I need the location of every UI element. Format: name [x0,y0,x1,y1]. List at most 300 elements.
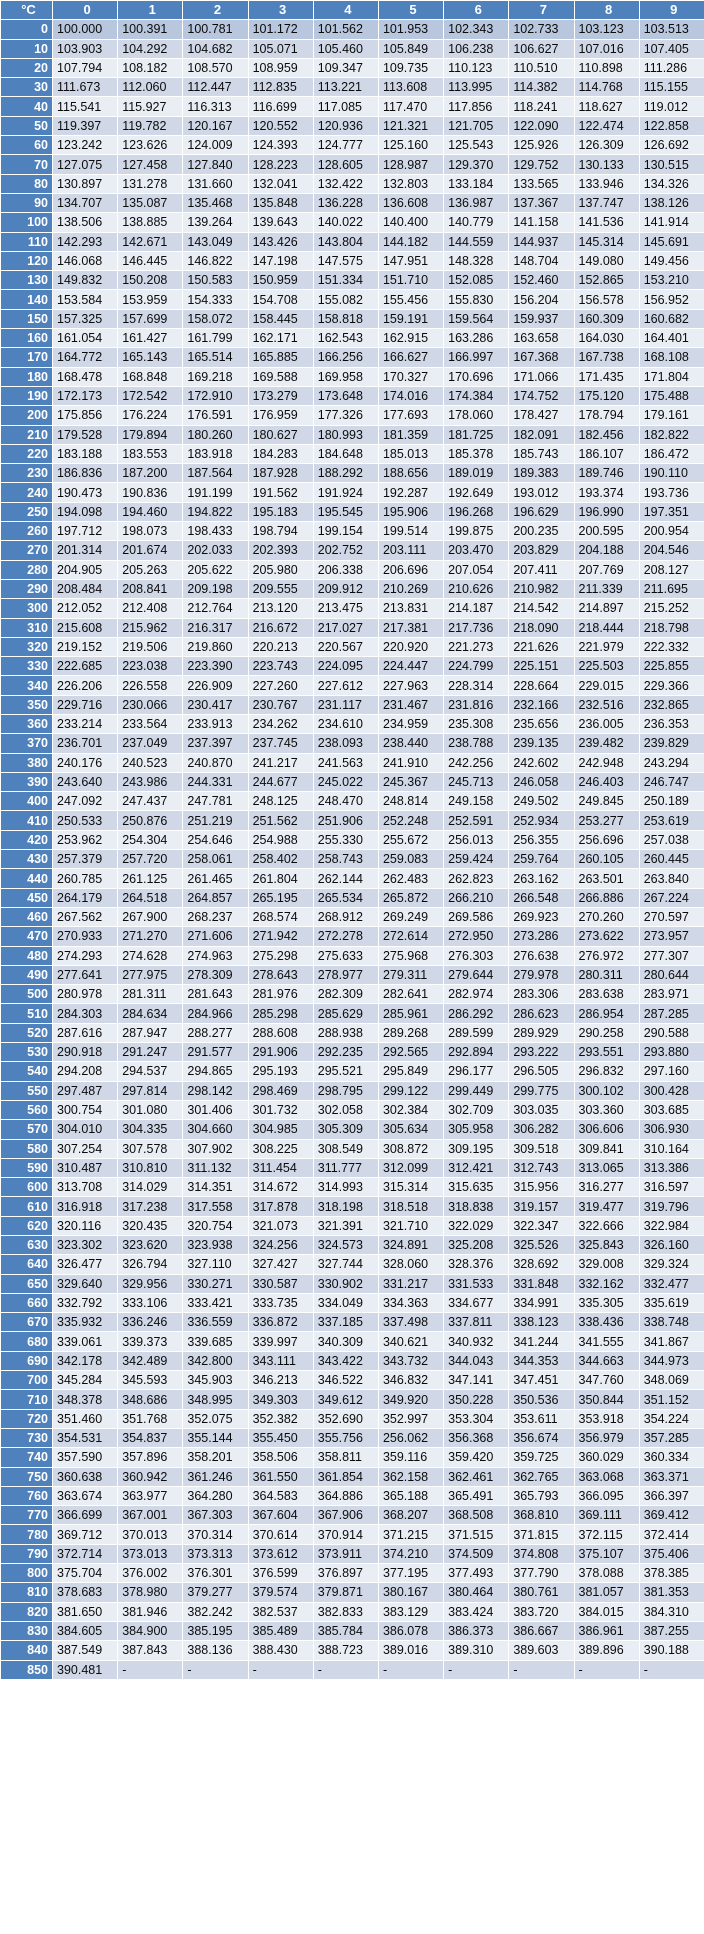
table-row [1,792,704,811]
table-cell: 239.135 [509,734,574,753]
table-cell: 239.829 [639,734,704,753]
table-row [1,1332,704,1351]
table-row [1,406,704,425]
table-cell: 141.536 [574,213,639,232]
table-cell: 271.942 [248,927,313,946]
table-cell: 385.784 [313,1621,378,1640]
table-cell: 172.910 [183,386,248,405]
table-cell: 373.612 [248,1544,313,1563]
table-cell: 166.256 [313,348,378,367]
row-header-cell: 260 [1,522,53,541]
row-header-cell: 520 [1,1023,53,1042]
table-cell: 264.179 [53,888,118,907]
table-row [1,155,704,174]
table-row [1,1081,704,1100]
table-cell: 368.207 [378,1506,443,1525]
row-header-cell: 370 [1,734,53,753]
table-cell: 220.213 [248,637,313,656]
table-row [1,116,704,135]
table-cell: 370.614 [248,1525,313,1544]
row-header-cell: 600 [1,1178,53,1197]
table-cell: 281.311 [118,985,183,1004]
table-cell: 354.224 [639,1409,704,1428]
table-cell: 334.991 [509,1293,574,1312]
row-header-cell: 730 [1,1428,53,1447]
table-cell: 388.723 [313,1641,378,1660]
table-cell: 229.015 [574,676,639,695]
table-cell: 186.107 [574,444,639,463]
table-cell: 275.298 [248,946,313,965]
table-cell: 135.468 [183,193,248,212]
table-cell: 282.974 [444,985,509,1004]
table-cell: 379.574 [248,1583,313,1602]
table-cell: 296.177 [444,1062,509,1081]
table-cell: 261.804 [248,869,313,888]
table-cell: 389.603 [509,1641,574,1660]
table-cell: 335.619 [639,1293,704,1312]
table-cell: 233.913 [183,714,248,733]
table-cell: 226.206 [53,676,118,695]
table-cell: 137.747 [574,193,639,212]
table-row [1,444,704,463]
table-cell: 217.027 [313,618,378,637]
table-cell: 227.260 [248,676,313,695]
table-cell: 331.848 [509,1274,574,1293]
table-cell: 377.790 [509,1564,574,1583]
table-cell: 108.959 [248,58,313,77]
table-cell: 346.213 [248,1371,313,1390]
table-cell: 151.710 [378,271,443,290]
table-cell: 100.000 [53,20,118,39]
table-cell: 386.373 [444,1621,509,1640]
table-cell: 325.208 [444,1236,509,1255]
table-cell: 332.477 [639,1274,704,1293]
table-cell: 272.278 [313,927,378,946]
row-header-cell: 340 [1,676,53,695]
table-cell: 298.142 [183,1081,248,1100]
table-cell: 143.426 [248,232,313,251]
table-cell: 206.696 [378,560,443,579]
table-cell: 310.810 [118,1158,183,1177]
table-cell: 203.829 [509,541,574,560]
table-cell: 238.093 [313,734,378,753]
table-cell: 389.896 [574,1641,639,1660]
table-cell: 154.708 [248,290,313,309]
table-cell: 204.546 [639,541,704,560]
table-cell: 292.235 [313,1043,378,1062]
table-cell: 102.343 [444,20,509,39]
row-header-cell: 710 [1,1390,53,1409]
table-row [1,58,704,77]
table-cell: 224.799 [444,657,509,676]
table-cell: 171.804 [639,367,704,386]
table-cell: 351.152 [639,1390,704,1409]
row-header-cell: 90 [1,193,53,212]
table-cell: 204.188 [574,541,639,560]
row-header-cell: 390 [1,772,53,791]
table-cell: 270.597 [639,907,704,926]
table-row [1,1371,704,1390]
table-cell: 294.865 [183,1062,248,1081]
table-cell: 137.367 [509,193,574,212]
header-cell: 1 [118,1,183,20]
table-cell: 207.411 [509,560,574,579]
table-cell: 113.221 [313,78,378,97]
row-header-cell: 180 [1,367,53,386]
table-cell: 185.743 [509,444,574,463]
table-cell: 261.465 [183,869,248,888]
table-cell: 359.725 [509,1448,574,1467]
table-cell: 253.277 [574,811,639,830]
table-cell: 256.355 [509,830,574,849]
table-cell: 126.309 [574,136,639,155]
header-cell: 5 [378,1,443,20]
row-header-cell: 0 [1,20,53,39]
table-cell: 241.563 [313,753,378,772]
table-cell: 113.995 [444,78,509,97]
row-header-cell: 440 [1,869,53,888]
header-cell: 9 [639,1,704,20]
table-cell: 338.436 [574,1313,639,1332]
table-row [1,251,704,270]
table-row [1,1621,704,1640]
table-cell: 379.871 [313,1583,378,1602]
table-cell: 291.577 [183,1043,248,1062]
table-cell: 312.421 [444,1158,509,1177]
table-cell: 267.562 [53,907,118,926]
table-cell: 274.628 [118,946,183,965]
table-cell: 173.279 [248,386,313,405]
table-cell: 329.956 [118,1274,183,1293]
table-cell: 199.154 [313,522,378,541]
table-cell: 369.412 [639,1506,704,1525]
table-row [1,734,704,753]
row-header-cell: 400 [1,792,53,811]
table-cell: 376.897 [313,1564,378,1583]
table-cell: 281.976 [248,985,313,1004]
table-cell: 209.912 [313,579,378,598]
table-cell: 183.188 [53,444,118,463]
table-cell: 215.608 [53,618,118,637]
table-row [1,1023,704,1042]
table-cell: 257.038 [639,830,704,849]
table-cell: 210.982 [509,579,574,598]
row-header-cell: 700 [1,1371,53,1390]
table-cell: 156.578 [574,290,639,309]
table-cell: 217.736 [444,618,509,637]
table-cell: 133.946 [574,174,639,193]
table-cell: 155.456 [378,290,443,309]
table-cell: 385.195 [183,1621,248,1640]
table-cell: 278.309 [183,965,248,984]
table-cell: 103.903 [53,39,118,58]
table-cell: 242.602 [509,753,574,772]
table-cell: 267.224 [639,888,704,907]
table-cell: 248.125 [248,792,313,811]
table-cell: 230.066 [118,695,183,714]
row-header-cell: 330 [1,657,53,676]
table-row [1,907,704,926]
table-cell: 216.317 [183,618,248,637]
table-cell: 313.708 [53,1178,118,1197]
row-header-cell: 770 [1,1506,53,1525]
table-cell: 323.302 [53,1236,118,1255]
table-cell: 185.013 [378,444,443,463]
table-cell: 208.484 [53,579,118,598]
table-cell: 312.743 [509,1158,574,1177]
table-cell: 187.200 [118,464,183,483]
table-cell: 169.588 [248,367,313,386]
table-row [1,850,704,869]
table-cell: 287.616 [53,1023,118,1042]
table-cell: 373.911 [313,1544,378,1563]
table-cell: 300.428 [639,1081,704,1100]
row-header-cell: 130 [1,271,53,290]
row-header-cell: 660 [1,1293,53,1312]
table-cell: 389.016 [378,1641,443,1660]
table-cell: 336.872 [248,1313,313,1332]
table-cell: 301.080 [118,1100,183,1119]
table-cell: 339.997 [248,1332,313,1351]
table-cell: 311.132 [183,1158,248,1177]
table-cell: 350.228 [444,1390,509,1409]
table-cell: 203.111 [378,541,443,560]
table-cell: 110.510 [509,58,574,77]
row-header-cell: 690 [1,1351,53,1370]
table-cell: 293.551 [574,1043,639,1062]
table-cell: 199.514 [378,522,443,541]
table-cell: 133.565 [509,174,574,193]
table-cell: 208.127 [639,560,704,579]
table-cell: 182.456 [574,425,639,444]
table-cell: 204.905 [53,560,118,579]
table-cell: 360.334 [639,1448,704,1467]
table-cell: 249.845 [574,792,639,811]
table-cell: 143.049 [183,232,248,251]
row-header-cell: 760 [1,1486,53,1505]
table-cell: 306.282 [509,1120,574,1139]
table-cell: 263.162 [509,869,574,888]
table-cell: 139.643 [248,213,313,232]
header-cell: 7 [509,1,574,20]
table-cell: 159.937 [509,309,574,328]
table-cell: 239.482 [574,734,639,753]
table-cell: 117.085 [313,97,378,116]
table-cell: 314.029 [118,1178,183,1197]
table-cell: 153.959 [118,290,183,309]
table-cell: 147.198 [248,251,313,270]
table-cell: 319.477 [574,1197,639,1216]
table-cell: 221.273 [444,637,509,656]
table-header [1,1,704,20]
header-cell: 4 [313,1,378,20]
table-cell: 337.498 [378,1313,443,1332]
table-cell: 218.444 [574,618,639,637]
table-cell: 316.597 [639,1178,704,1197]
table-cell: 152.085 [444,271,509,290]
table-cell: 298.795 [313,1081,378,1100]
table-cell: 312.099 [378,1158,443,1177]
table-cell: 125.926 [509,136,574,155]
table-cell: 347.760 [574,1371,639,1390]
row-header-cell: 810 [1,1583,53,1602]
table-cell: 212.408 [118,599,183,618]
table-cell: 175.856 [53,406,118,425]
table-cell: 258.743 [313,850,378,869]
table-cell: 191.199 [183,483,248,502]
table-cell: 363.371 [639,1467,704,1486]
table-cell: 127.840 [183,155,248,174]
table-row [1,1428,704,1447]
table-cell: 160.309 [574,309,639,328]
table-cell: 275.968 [378,946,443,965]
table-cell: 113.608 [378,78,443,97]
table-cell: 249.158 [444,792,509,811]
row-header-cell: 290 [1,579,53,598]
table-cell: 175.488 [639,386,704,405]
table-cell: 366.699 [53,1506,118,1525]
table-cell: 311.454 [248,1158,313,1177]
table-cell: 130.515 [639,155,704,174]
table-cell: 163.658 [509,329,574,348]
table-cell: 234.959 [378,714,443,733]
table-cell: 259.424 [444,850,509,869]
table-cell: 360.029 [574,1448,639,1467]
table-cell: 167.368 [509,348,574,367]
table-cell: 300.754 [53,1100,118,1119]
table-row [1,1486,704,1505]
table-cell: 390.481 [53,1660,118,1679]
table-cell: 327.427 [248,1255,313,1274]
table-row [1,271,704,290]
header-cell: 8 [574,1,639,20]
table-cell: 247.781 [183,792,248,811]
table-cell: 350.844 [574,1390,639,1409]
table-cell: 161.054 [53,329,118,348]
row-header-cell: 830 [1,1621,53,1640]
table-cell: 381.353 [639,1583,704,1602]
table-row [1,213,704,232]
table-cell: 230.767 [248,695,313,714]
table-cell: 243.640 [53,772,118,791]
table-row [1,367,704,386]
table-row [1,1641,704,1660]
table-cell: 282.309 [313,985,378,1004]
table-cell: 138.506 [53,213,118,232]
table-cell: 117.856 [444,97,509,116]
table-cell: - [118,1660,183,1679]
row-header-cell: 500 [1,985,53,1004]
table-row [1,869,704,888]
table-cell: 213.475 [313,599,378,618]
table-cell: 230.417 [183,695,248,714]
table-cell: 193.012 [509,483,574,502]
table-cell: 107.405 [639,39,704,58]
table-cell: 286.954 [574,1004,639,1023]
table-cell: 299.449 [444,1081,509,1100]
table-cell: 181.725 [444,425,509,444]
table-cell: 293.222 [509,1043,574,1062]
table-cell: - [444,1660,509,1679]
table-cell: 280.644 [639,965,704,984]
table-cell: 269.923 [509,907,574,926]
row-header-cell: 30 [1,78,53,97]
table-cell: 219.506 [118,637,183,656]
table-cell: 211.339 [574,579,639,598]
table-cell: 178.427 [509,406,574,425]
table-cell: 198.794 [248,522,313,541]
table-cell: 110.123 [444,58,509,77]
table-cell: 371.815 [509,1525,574,1544]
table-cell: 345.284 [53,1371,118,1390]
table-cell: 287.947 [118,1023,183,1042]
table-cell: 360.638 [53,1467,118,1486]
table-cell: 295.849 [378,1062,443,1081]
table-cell: 144.559 [444,232,509,251]
table-cell: 323.620 [118,1236,183,1255]
table-cell: 114.382 [509,78,574,97]
table-row [1,1178,704,1197]
table-cell: 353.918 [574,1409,639,1428]
table-cell: 301.732 [248,1100,313,1119]
table-cell: 367.604 [248,1506,313,1525]
table-cell: 380.761 [509,1583,574,1602]
table-cell: 331.217 [378,1274,443,1293]
table-cell: 308.872 [378,1139,443,1158]
table-cell: 259.083 [378,850,443,869]
table-cell: 266.886 [574,888,639,907]
table-cell: 243.986 [118,772,183,791]
row-header-cell: 640 [1,1255,53,1274]
row-header-cell: 550 [1,1081,53,1100]
table-cell: 244.677 [248,772,313,791]
table-cell: 333.735 [248,1293,313,1312]
table-cell: 297.487 [53,1081,118,1100]
table-cell: 148.328 [444,251,509,270]
row-header-cell: 580 [1,1139,53,1158]
table-cell: 285.961 [378,1004,443,1023]
table-cell: 153.584 [53,290,118,309]
table-row [1,985,704,1004]
table-row [1,1255,704,1274]
table-cell: 152.865 [574,271,639,290]
table-cell: 120.936 [313,116,378,135]
table-cell: 321.391 [313,1216,378,1235]
table-cell: 340.621 [378,1332,443,1351]
table-cell: 305.958 [444,1120,509,1139]
table-cell: 177.693 [378,406,443,425]
row-header-cell: 160 [1,329,53,348]
table-cell: 364.583 [248,1486,313,1505]
table-cell: 362.461 [444,1467,509,1486]
table-row [1,483,704,502]
table-cell: 188.656 [378,464,443,483]
table-cell: 117.470 [378,97,443,116]
table-cell: 343.732 [378,1351,443,1370]
row-header-cell: 150 [1,309,53,328]
table-row [1,1236,704,1255]
table-cell: 202.393 [248,541,313,560]
table-cell: 156.204 [509,290,574,309]
table-cell: 120.552 [248,116,313,135]
table-cell: 242.256 [444,753,509,772]
table-cell: 242.948 [574,753,639,772]
table-cell: 144.937 [509,232,574,251]
table-cell: 385.489 [248,1621,313,1640]
table-cell: 343.422 [313,1351,378,1370]
table-cell: 248.814 [378,792,443,811]
table-cell: 374.808 [509,1544,574,1563]
